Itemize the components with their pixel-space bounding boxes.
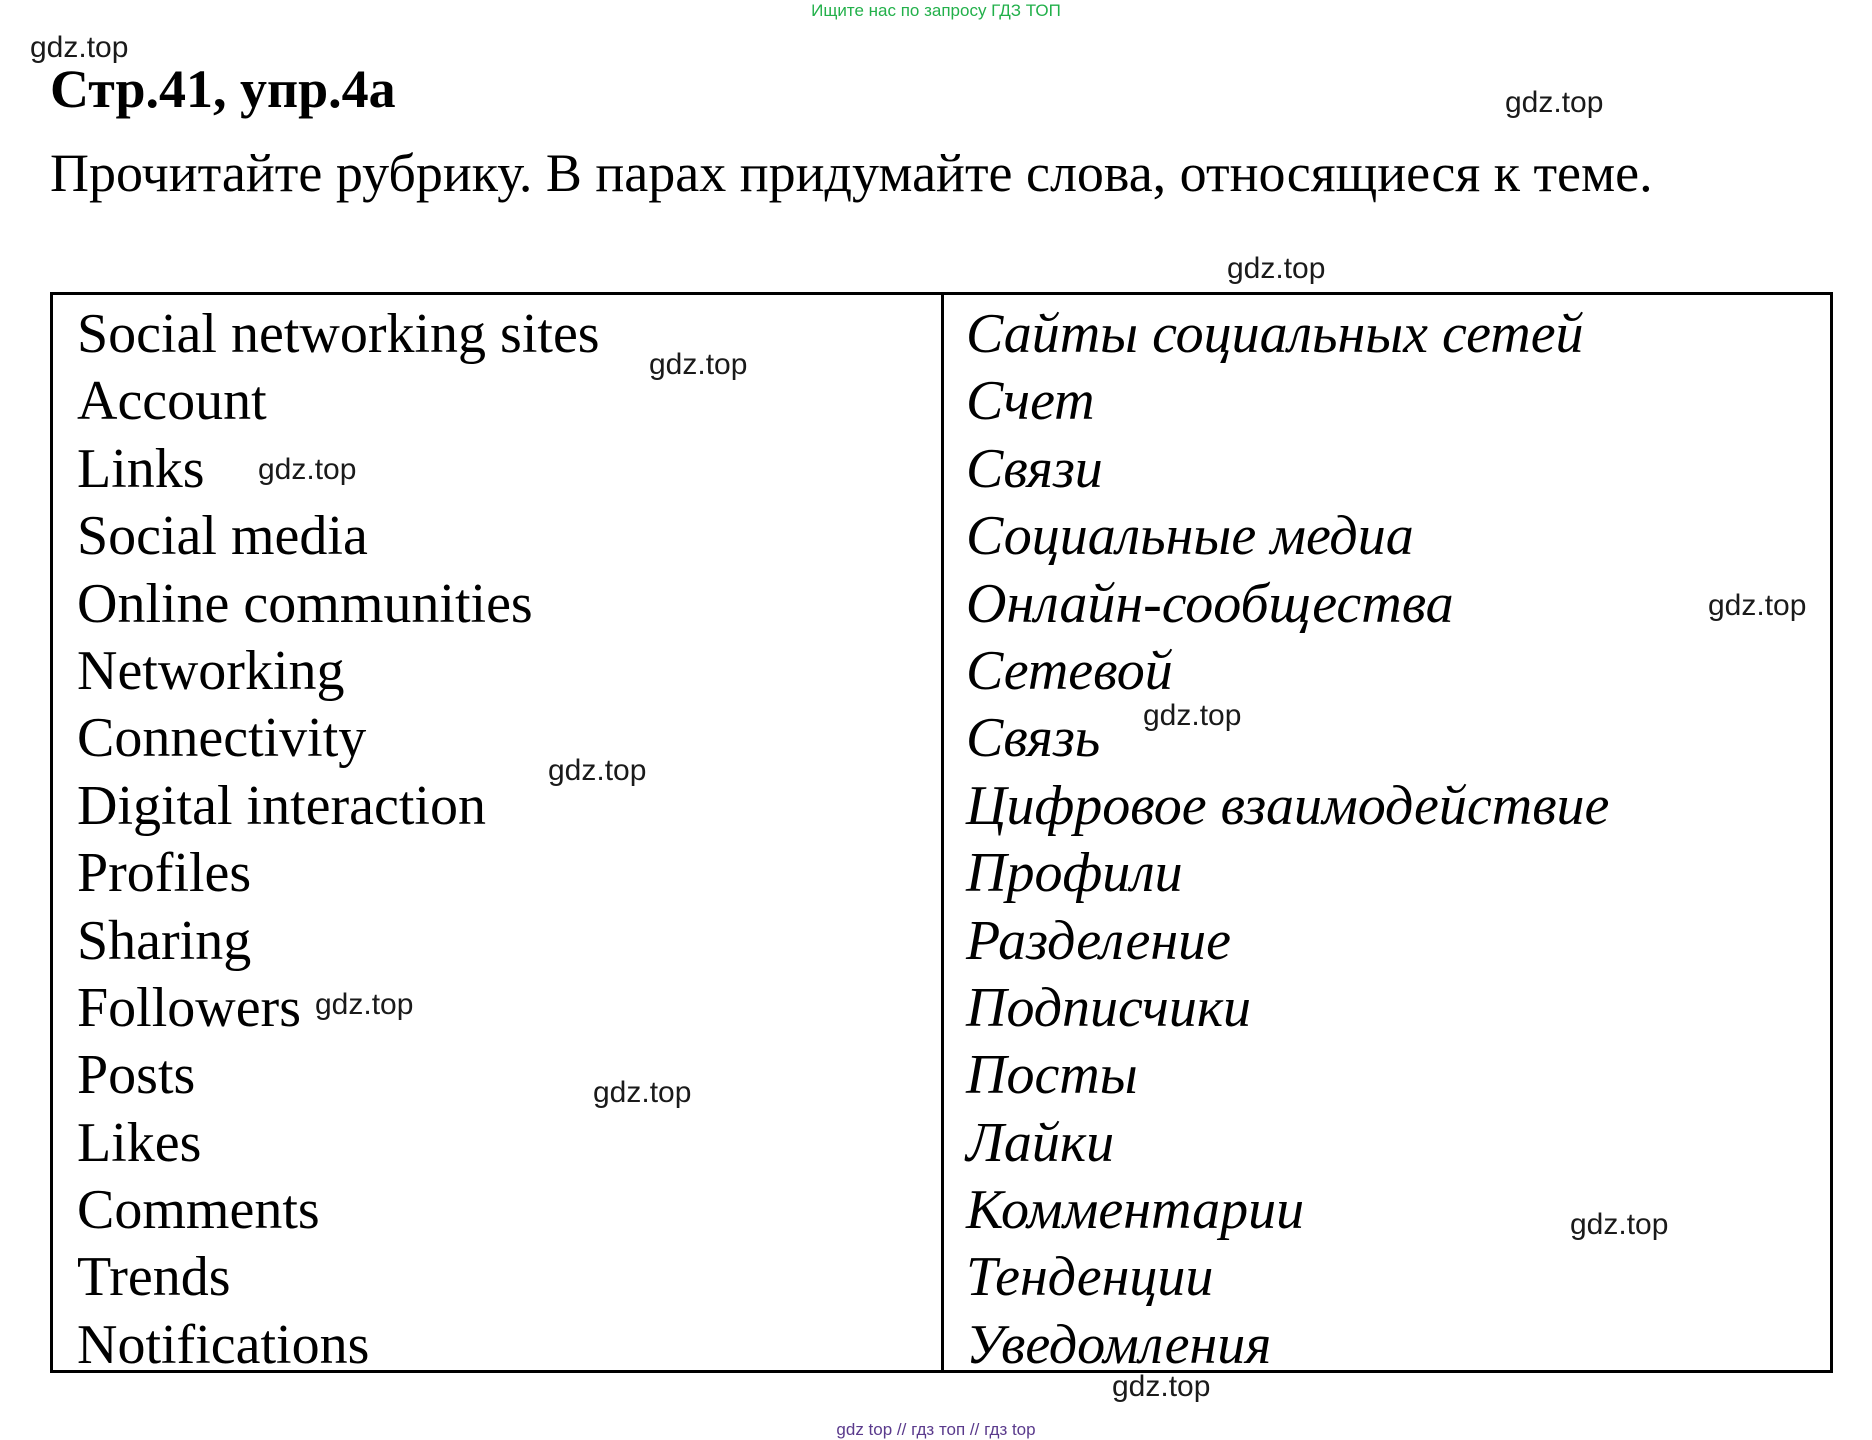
russian-term: Связь bbox=[966, 707, 1101, 770]
english-term: Likes bbox=[77, 1111, 202, 1174]
watermark: gdz.top bbox=[30, 31, 129, 64]
exercise-instruction: Прочитайте рубрику. В парах придумайте слова, относящиеся к теме. bbox=[50, 143, 1653, 203]
watermark: gdz.top bbox=[1143, 699, 1242, 732]
english-term: Links bbox=[77, 437, 205, 500]
english-term: Connectivity bbox=[77, 707, 367, 770]
footer-links: gdz top // гдз топ // гдз top bbox=[836, 1420, 1036, 1439]
russian-terms-column bbox=[966, 301, 1609, 1379]
russian-term: Цифровое взаимодействие bbox=[966, 774, 1610, 837]
watermark: gdz.top bbox=[315, 988, 414, 1021]
watermark: gdz.top bbox=[1570, 1208, 1669, 1241]
russian-term: Сайты социальных сетей bbox=[966, 303, 1584, 365]
russian-term: Счет bbox=[966, 370, 1095, 433]
english-term: Posts bbox=[77, 1044, 196, 1107]
russian-term: Профили bbox=[966, 842, 1183, 905]
russian-term: Подписчики bbox=[966, 976, 1252, 1039]
english-term: Social networking sites bbox=[77, 303, 600, 365]
english-term: Trends bbox=[77, 1246, 231, 1309]
watermark: gdz.top bbox=[593, 1076, 692, 1109]
english-term: Social media bbox=[77, 505, 368, 568]
english-term: Digital interaction bbox=[77, 774, 486, 837]
english-term: Sharing bbox=[77, 909, 252, 972]
watermark: gdz.top bbox=[258, 453, 357, 486]
english-term: Networking bbox=[77, 639, 345, 702]
russian-term: Посты bbox=[966, 1044, 1138, 1107]
english-term: Account bbox=[77, 370, 267, 433]
english-term: Notifications bbox=[77, 1313, 370, 1376]
watermark: gdz.top bbox=[649, 348, 748, 381]
page-title: Стр.41, упр.4а bbox=[50, 59, 396, 119]
english-term: Online communities bbox=[77, 572, 533, 635]
russian-term: Социальные медиа bbox=[966, 505, 1414, 568]
russian-term: Связи bbox=[966, 437, 1103, 500]
russian-term: Комментарии bbox=[966, 1179, 1305, 1242]
top-banner: Ищите нас по запросу ГДЗ ТОП bbox=[811, 1, 1061, 20]
russian-term: Лайки bbox=[966, 1111, 1115, 1174]
russian-term: Сетевой bbox=[966, 639, 1173, 702]
watermark: gdz.top bbox=[1112, 1370, 1211, 1403]
watermark: gdz.top bbox=[1505, 86, 1604, 119]
english-term: Comments bbox=[77, 1179, 320, 1242]
russian-term: Онлайн-сообщества bbox=[966, 572, 1454, 635]
watermark: gdz.top bbox=[1227, 252, 1326, 285]
english-term: Profiles bbox=[77, 842, 252, 905]
watermark: gdz.top bbox=[1708, 589, 1807, 622]
russian-term: Уведомления bbox=[966, 1313, 1272, 1376]
english-term: Followers bbox=[77, 976, 301, 1039]
column-divider bbox=[941, 295, 944, 1370]
watermark: gdz.top bbox=[548, 754, 647, 787]
russian-term: Разделение bbox=[966, 909, 1231, 972]
russian-term: Тенденции bbox=[966, 1246, 1214, 1309]
